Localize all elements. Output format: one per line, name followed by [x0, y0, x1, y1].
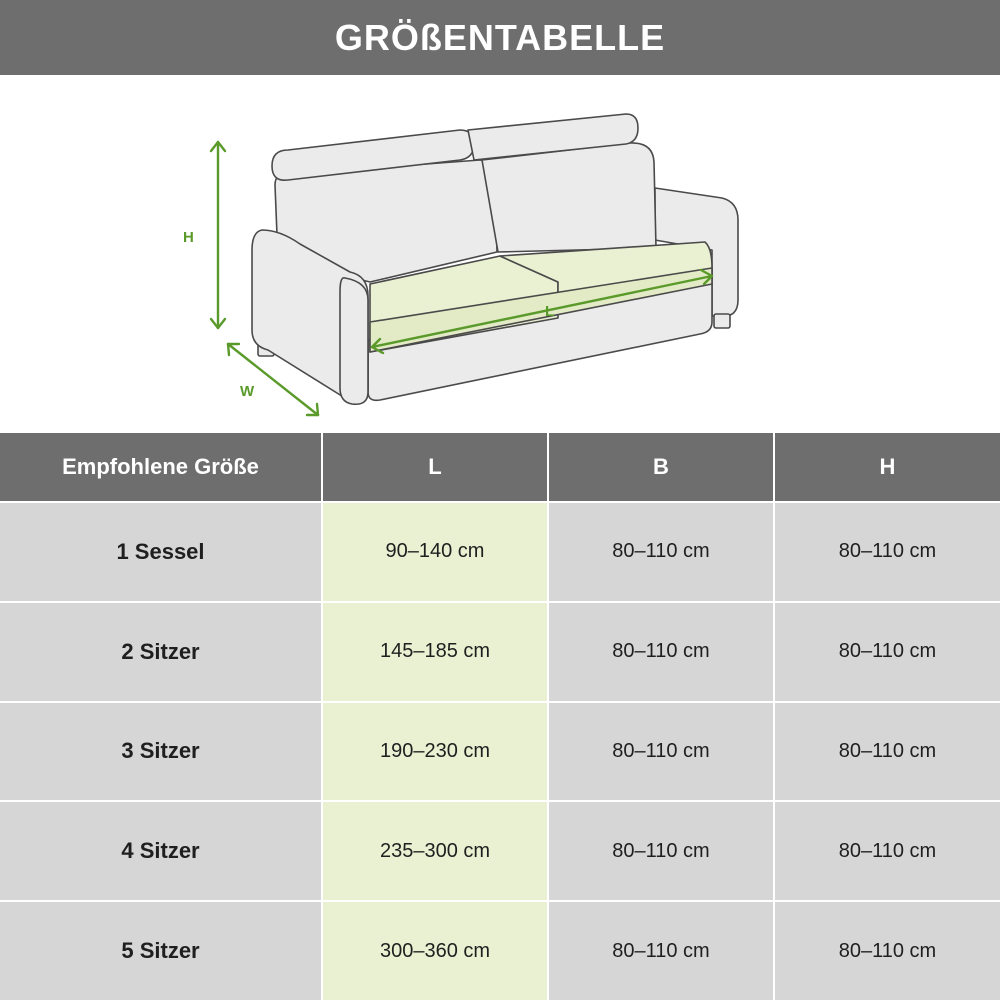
size-name: 4 Sitzer — [0, 801, 322, 901]
length-value: 235–300 cm — [322, 801, 548, 901]
sofa-illustration — [0, 75, 1000, 433]
sofa-dimension-diagram — [0, 75, 1000, 433]
height-label: H — [183, 229, 194, 246]
header-height: H — [774, 433, 1000, 502]
length-value: 190–230 cm — [322, 702, 548, 802]
size-name: 2 Sitzer — [0, 602, 322, 702]
height-value: 80–110 cm — [774, 502, 1000, 602]
right-foot — [714, 314, 730, 328]
size-name: 3 Sitzer — [0, 702, 322, 802]
page-title: GRÖßENTABELLE — [0, 0, 1000, 75]
length-value: 90–140 cm — [322, 502, 548, 602]
table-row — [0, 602, 1000, 702]
size-table — [0, 433, 1000, 1000]
header-length: L — [322, 433, 548, 502]
length-label: L — [545, 303, 555, 320]
left-armrest-front — [340, 278, 368, 404]
width-value: 80–110 cm — [548, 602, 774, 702]
size-name: 5 Sitzer — [0, 901, 322, 1000]
table-row — [0, 502, 1000, 602]
width-value: 80–110 cm — [548, 502, 774, 602]
length-value: 145–185 cm — [322, 602, 548, 702]
height-value: 80–110 cm — [774, 702, 1000, 802]
size-name: 1 Sessel — [0, 502, 322, 602]
table-row — [0, 801, 1000, 901]
length-value: 300–360 cm — [322, 901, 548, 1000]
width-value: 80–110 cm — [548, 801, 774, 901]
table-row — [0, 901, 1000, 1000]
back-cushion-right — [482, 143, 656, 252]
table-header-row — [0, 433, 1000, 502]
height-value: 80–110 cm — [774, 801, 1000, 901]
header-width: B — [548, 433, 774, 502]
width-label: W — [240, 383, 255, 400]
height-value: 80–110 cm — [774, 901, 1000, 1000]
header-recommended-size: Empfohlene Größe — [0, 433, 322, 502]
table-row — [0, 702, 1000, 802]
width-value: 80–110 cm — [548, 901, 774, 1000]
height-value: 80–110 cm — [774, 602, 1000, 702]
width-value: 80–110 cm — [548, 702, 774, 802]
